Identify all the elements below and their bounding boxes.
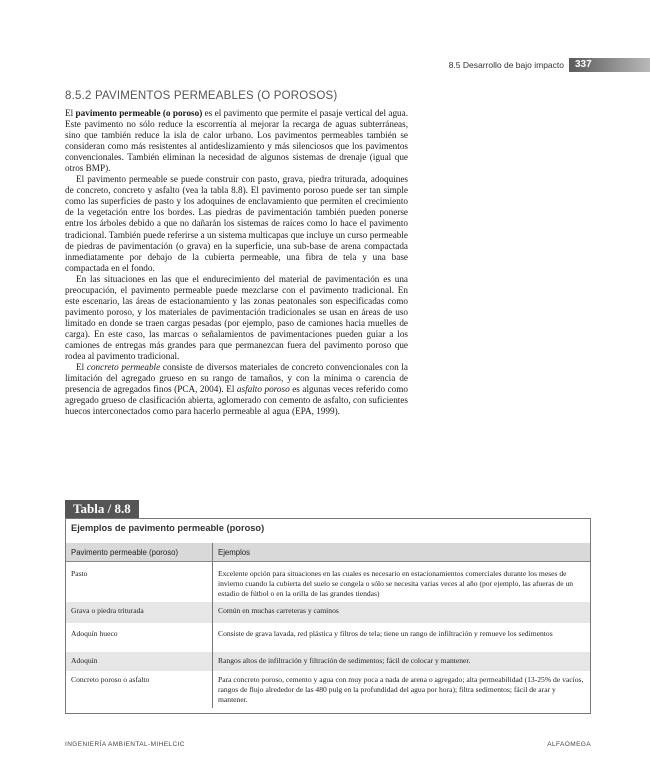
running-header [0, 58, 650, 72]
p1-term: pavimento permeable (o poroso) [75, 108, 203, 118]
table-tab-number: 8.8 [114, 501, 131, 516]
section-heading: 8.5.2 PAVIMENTOS PERMEABLES (O POROSOS) [65, 90, 338, 102]
table-tab [65, 500, 139, 518]
p4-end: es algunas veces referido como agregado grueso de clasificación abierta, aglomerado con cemento de asfalto, con suficientes huecos interconectados como para hacerlo permeable al agua (EPA, 1999). [65, 384, 409, 417]
cell-example: Común en muchas carreteras y caminos [213, 602, 591, 623]
table-tab-separator: / [107, 501, 112, 516]
paragraph-3: En las situaciones en las que el endurecimiento del material de pavimentación es una preocupación, el pavimento permeable puede mezclarse con el pavimento tradicional. En este escenario, las áreas de estacionamiento y las zonas peatonales son especificadas como pavimento poroso, y los materiales de pavimentación tradicionales se usan en áreas de uso limitado en donde se traen cargas pesadas (por ejemplo, paso de camiones hacia muelles de carga). En este caso, las marcas o señalamientos de pavimentaciones pueden guiar a los camiones de entregas más grandes para que permanezcan fuera del pavimento poroso que rodea al pavimento tradicional. [65, 273, 408, 362]
p4-term-asfalto: asfalto poroso [236, 384, 290, 395]
page-number: 337 [569, 58, 650, 72]
table-tab-label: Tabla [73, 501, 105, 516]
cell-type: Adoquín hueco [66, 623, 213, 652]
cell-example: Excelente opción para situaciones en las cuales es necesario en estacionamientos comerciales durante los meses de invierno cuando la cubierta del suelo se congela o sólo se necesita varias veces al año (por ejemplo, las afueras de un estadio de fútbol o en la orilla de las grandes tiendas) [218, 569, 574, 598]
p4-mid: consiste de diversos materiales de concreto convencionales con la limitación del agregado grueso en su rango de tamaños, y con la mínima o carencia de presencia de agregados finos (PCA, 2004). El [65, 362, 408, 395]
table-header-row [66, 543, 590, 562]
p4-lead: El [76, 362, 85, 373]
table-row [66, 652, 590, 671]
table-row [66, 602, 590, 623]
cell-type: Adoquín [66, 652, 213, 671]
footer-book-title: INGENIERÍA AMBIENTAL-MIHELCIC [65, 741, 185, 748]
p4-term-concreto: concreto permeable [86, 362, 161, 373]
p1-rest: es el pavimento que permite el pasaje vertical del agua. Este pavimento no sólo reduce la escorrentía al mejorar la recarga de aguas subterráneas, sino que también reduce la isla de calor urbano. Los pavimentos permeables también se consideran como más resistentes al antideslizamiento y más silenciosos que los pavimentos convencionales. También eliminan la necesidad de algunos sistemas de drenaje (igual que otros BMP). [65, 108, 409, 174]
table-row [66, 671, 590, 708]
cell-example: Para concreto poroso, cemento y agua con muy poca a nada de arena o agregado; alta permeabilidad (13-25% de vacíos, rangos de flujo alrededor de las 480 pulg en la profundidad del agua por hora); filtra sedimentos; fácil de arar y mantener. [218, 675, 584, 704]
body-text [65, 108, 408, 417]
paragraph-2: El pavimento permeable se puede construir con pasto, grava, piedra triturada, adoquines de concreto, concreto y asfalto (vea la tabla 8.8). El pavimento poroso puede ser tan simple como las superficies de pasto y los adoquines de enclavamiento que permiten el crecimiento de la vegetación entre los bordes. Las piedras de pavimentación también pueden ponerse entre los árboles debido a que no dañarán los sistemas de raíces como lo hace el pavimento tradicional. También puede referirse a un sistema multicapas que incluye un curso permeable de piedras de pavimentación (o grava) en la superficie, una sub-base de arena compactada inmediatamente por debajo de la cubierta permeable, una fibra de tela y una base compactada en el fondo. [65, 174, 408, 273]
cell-type: Pasto [66, 562, 213, 603]
table-row [66, 623, 590, 652]
cell-type: Grava o piedra triturada [66, 602, 213, 623]
cell-example: Rangos altos de infiltración y filtración de sedimentos; fácil de colocar y mantener. [213, 652, 591, 671]
table-row [66, 562, 590, 603]
table-container [65, 518, 591, 714]
column-header-type: Pavimento permeable (poroso) [66, 543, 213, 562]
pavement-table [66, 543, 590, 708]
p1-lead: El [65, 108, 74, 118]
column-header-examples: Ejemplos [213, 543, 591, 562]
paragraph-4 [65, 362, 408, 417]
footer-publisher: ALFAOMEGA [547, 741, 591, 748]
cell-example: Consiste de grava lavada, red plástica y filtros de tela; tiene un rango de infiltración y remueve los sedimentos [218, 629, 553, 638]
running-header-title: 8.5 Desarrollo de bajo impacto [448, 60, 564, 70]
table-caption: Ejemplos de pavimento permeable (poroso) [71, 523, 265, 533]
paragraph-1 [65, 108, 408, 174]
cell-type: Concreto poroso o asfalto [66, 671, 213, 708]
